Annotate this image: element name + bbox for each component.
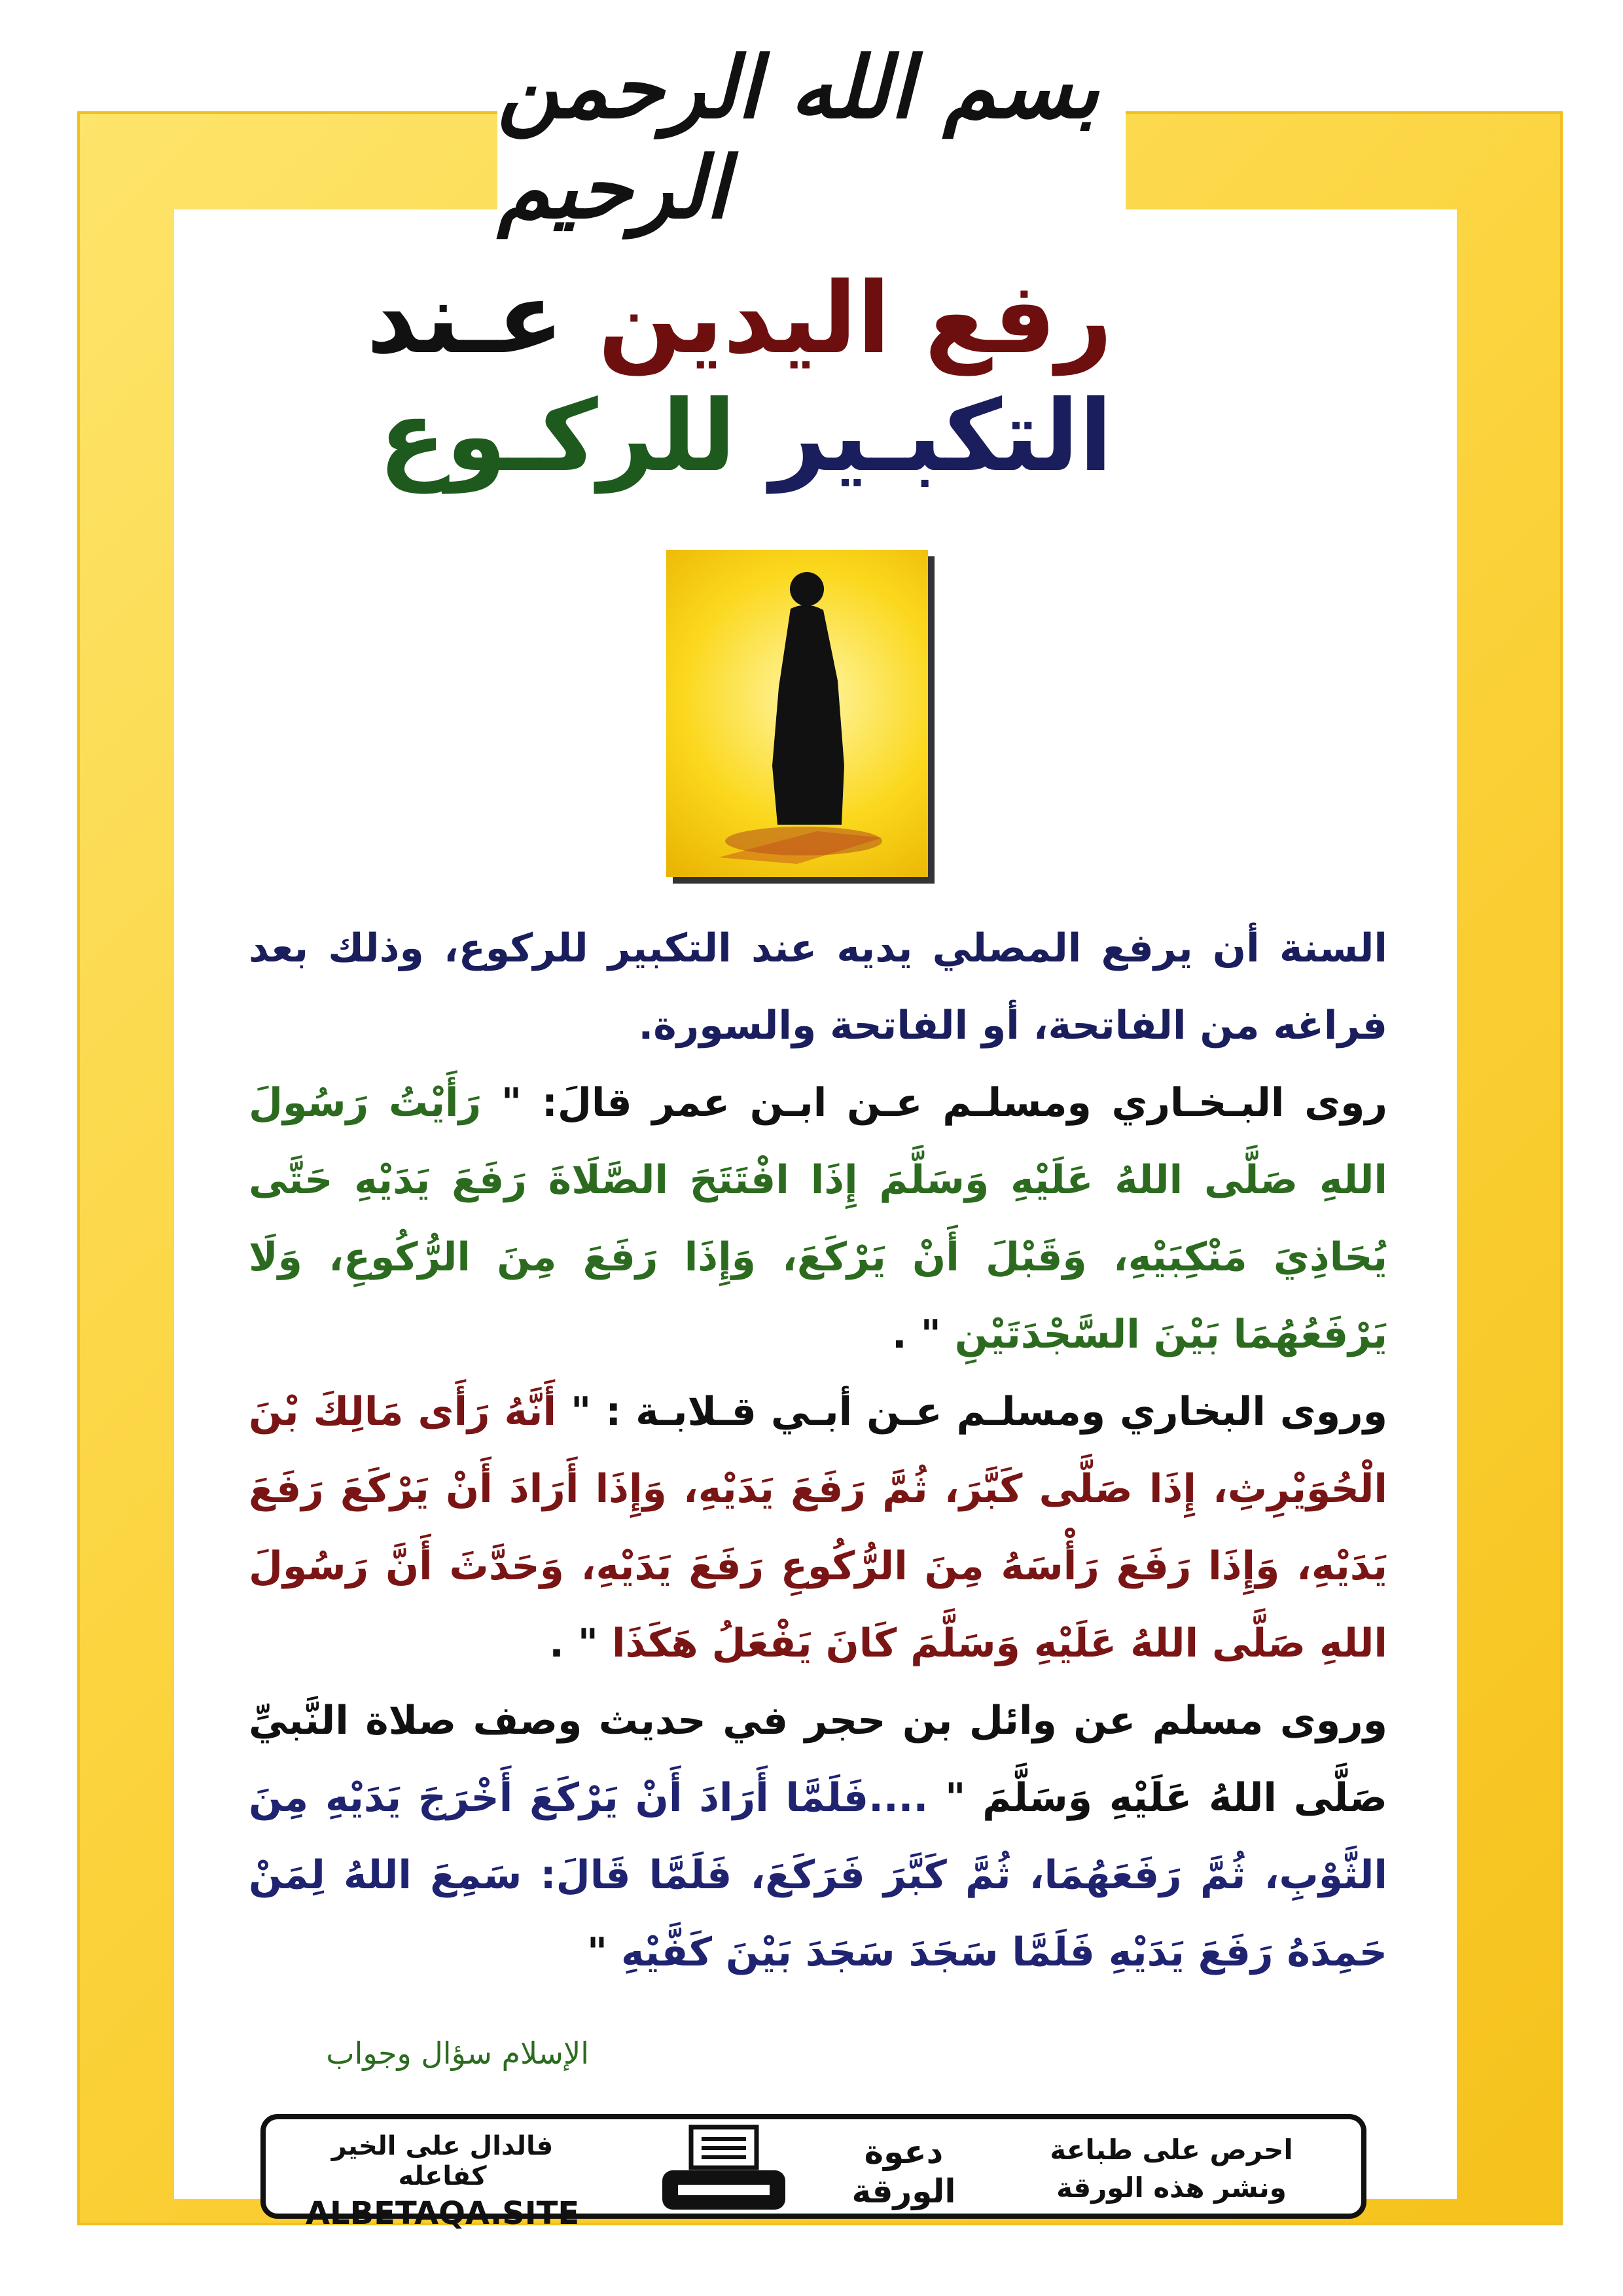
basmala-calligraphy	[497, 39, 1126, 236]
hadith-1-intro: روى البـخـاري ومسلـم عـن ابـن عمر قالَ: "	[501, 1080, 1387, 1126]
paragraph-4	[249, 1682, 1387, 1991]
page-title-line-2	[327, 380, 1113, 493]
hadith-1-end: " .	[891, 1312, 941, 1357]
hadith-2-end: " .	[549, 1621, 599, 1666]
paragraph-1	[249, 910, 1387, 1064]
logo-line-1: دعوة	[864, 2133, 944, 2171]
basmala-text: بسم الله الرحمن الرحيم	[497, 37, 1099, 238]
source-credit: الإسلام سؤال وجواب	[326, 2036, 589, 2071]
praying-man-silhouette-icon	[666, 550, 928, 877]
footer-banner	[260, 2114, 1366, 2232]
printer-icon	[658, 2125, 789, 2216]
hadith-2-quote: أَنَّهُ رَأَى مَالِكَ بْنَ الْحُوَيْرِثِ، إِذَا صَلَّى كَبَّرَ، ثُمَّ رَفَعَ يَدَيْهِ، وَإِذَا أَرَادَ أَنْ يَرْكَعَ رَفَعَ يَدَيْهِ، وَإِذَا رَفَعَ رَأْسَهُ مِنَ الرُّكُوعِ رَفَعَ يَدَيْهِ، وَحَدَّثَ أَنَّ رَسُولَ اللهِ صَلَّى اللهُ عَلَيْهِ وَسَلَّمَ كَانَ يَفْعَلُ هَكَذَا	[249, 1389, 1387, 1666]
hadith-1-quote: رَأَيْتُ رَسُولَ اللهِ صَلَّى اللهُ عَلَيْهِ وَسَلَّمَ إِذَا افْتَتَحَ الصَّلَاةَ رَفَعَ يَدَيْهِ حَتَّى يُحَاذِيَ مَنْكِبَيْهِ، وَقَبْلَ أَنْ يَرْكَعَ، وَإِذَا رَفَعَ مِنَ الرُّكُوعِ، وَلَا يَرْفَعُهُمَا بَيْنَ السَّجْدَتَيْنِ	[249, 1080, 1387, 1357]
paragraph-1-text: السنة أن يرفع المصلي يديه عند التكبير للركوع، وذلك بعد فراغه من الفاتحة، أو الفاتحة والسورة.	[249, 925, 1387, 1049]
paragraph-2	[249, 1064, 1387, 1373]
footer-cta-line-2: ونشر هذه الورقة	[1056, 2172, 1287, 2204]
title-part-1: رفع اليدين	[597, 262, 1113, 376]
praying-man-image	[666, 550, 928, 877]
footer-url[interactable]: ALBETAQA.SITE	[305, 2195, 580, 2232]
hadith-3-intro: وروى مسلم عن وائل بن حجر في حديث وصف صلاة النَّبيِّ صَلَّى اللهُ عَلَيْهِ وَسَلَّمَ "	[249, 1698, 1387, 1821]
title-part-4: للركـوع	[378, 380, 736, 493]
logo-line-2: الورقة	[851, 2172, 956, 2210]
title-part-2: عـند	[366, 262, 564, 376]
paragraph-3	[249, 1373, 1387, 1682]
footer-cta-line-1: احرص على طباعة	[1050, 2134, 1293, 2166]
footer-website	[305, 2131, 580, 2232]
title-part-3: التكبـير	[770, 380, 1113, 493]
dawat-alwaraqa-logo	[829, 2119, 979, 2224]
hadith-2-intro: وروى البخاري ومسلـم عـن أبـي قـلابـة : "	[570, 1389, 1387, 1435]
hadith-3-quote: ....فَلَمَّا أَرَادَ أَنْ يَرْكَعَ أَخْرَجَ يَدَيْهِ مِنَ الثَّوْبِ، ثُمَّ رَفَعَهُمَا، ثُمَّ كَبَّرَ فَرَكَعَ، فَلَمَّا قَالَ: سَمِعَ اللهُ لِمَنْ حَمِدَهُ رَفَعَ يَدَيْهِ فَلَمَّا سَجَدَ سَجَدَ بَيْنَ كَفَّيْهِ	[249, 1775, 1387, 1975]
footer-slogan: فالدال على الخير كفاعله	[331, 2131, 554, 2191]
footer-call-to-action	[1021, 2131, 1322, 2207]
hadith-3-end: "	[586, 1929, 608, 1975]
page-title-line-1	[327, 262, 1113, 376]
main-text	[249, 910, 1387, 1991]
